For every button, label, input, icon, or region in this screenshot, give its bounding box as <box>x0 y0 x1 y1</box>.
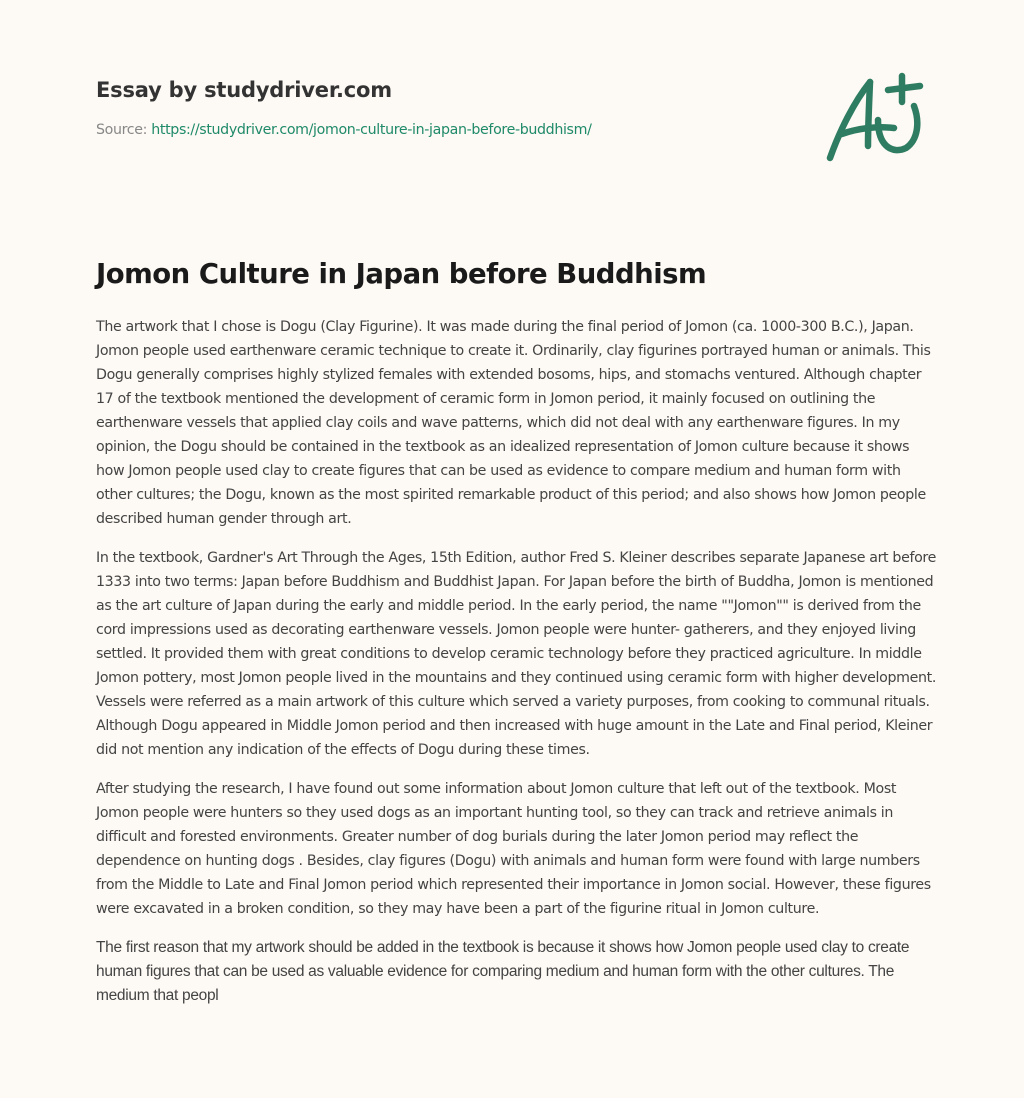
source-link[interactable]: https://studydriver.com/jomon-culture-in-japan-before-buddhism/ <box>151 122 592 138</box>
essay-body <box>96 315 936 1023</box>
source-label: Source: <box>96 122 152 138</box>
a-plus-grade-icon <box>822 68 926 164</box>
essay-header <box>96 74 796 140</box>
essay-paragraph: After studying the research, I have found out some information about Jomon culture that left out of the textbook. Most Jomon people were hunters so they used dogs as an important hunting tool, so they can track and retrieve animals in difficult and forested environments. Greater number of dog burials during the later Jomon period may reflect the dependence on hunting dogs . Besides, clay figures (Dogu) with animals and human form were found with large numbers from the Middle to Late and Final Jomon period which represented their importance in Jomon social. However, these figures were excavated in a broken condition, so they may have been a part of the figurine ritual in Jomon culture. <box>96 781 931 917</box>
article-title: Jomon Culture in Japan before Buddhism <box>96 258 707 290</box>
essay-paragraph: The artwork that I chose is Dogu (Clay Figurine). It was made during the final period of Jomon (ca. 1000-300 B.C.), Japan. Jomon people used earthenware ceramic technique to create it. Ordinarily, clay figurines portrayed human or animals. This Dogu generally comprises highly stylized females with extended bosoms, hips, and stomachs ventured. Although chapter 17 of the textbook mentioned the development of ceramic form in Jomon period, it mainly focused on outlining the earthenware vessels that applied clay coils and wave patterns, which did not deal with any earthenware figures. In my opinion, the Dogu should be contained in the textbook as an idealized representation of Jomon culture because it shows how Jomon people used clay to create figures that can be used as evidence to compare medium and human form with other cultures; the Dogu, known as the most spirited remarkable product of this period; and also shows how Jomon people described human gender through art. <box>96 319 931 527</box>
essay-paragraph: In the textbook, Gardner's Art Through the Ages, 15th Edition, author Fred S. Kleiner describes separate Japanese art before 1333 into two terms: Japan before Buddhism and Buddhist Japan. For Japan before the birth of Buddha, Jomon is mentioned as the art culture of Japan during the early and middle period. In the early period, the name ""Jomon"" is derived from the cord impressions used as decorating earthenware vessels. Jomon people were hunter- gatherers, and they enjoyed living settled. It provided them with great conditions to develop ceramic technology before they practiced agriculture. In middle Jomon pottery, most Jomon people lived in the mountains and they continued using ceramic form with higher development. Vessels were referred as a main artwork of this culture which served a variety purposes, from cooking to communal rituals. Although Dogu appeared in Middle Jomon period and then increased with huge amount in the Late and Final period, Kleiner did not mention any indication of the effects of Dogu during these times. <box>96 550 936 758</box>
site-title: Essay by studydriver.com <box>96 78 392 102</box>
essay-paragraph-truncated: The first reason that my artwork should be added in the textbook is because it shows how Jomon people used clay to create human figures that can be used as valuable evidence for comparing medium and human form with the other cultures. The medium that peopl <box>96 939 910 1004</box>
source-line <box>96 120 796 140</box>
